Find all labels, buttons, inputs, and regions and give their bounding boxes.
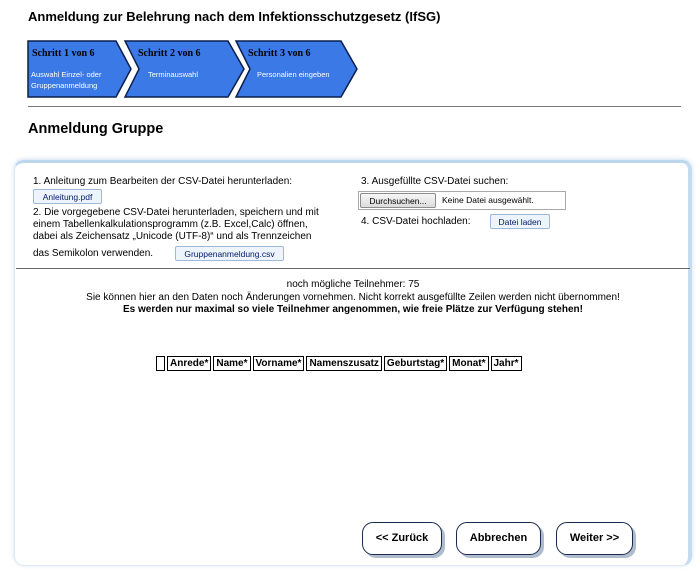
- browse-button[interactable]: Durchsuchen...: [360, 193, 436, 208]
- next-button[interactable]: Weiter >>: [556, 522, 633, 555]
- table-header-vorname: Vorname*: [253, 356, 305, 371]
- step1-instruction: 1. Anleitung zum Bearbeiten der CSV-Datei herunterladen:: [33, 176, 293, 187]
- table-header-jahr: Jahr*: [491, 356, 522, 371]
- guide-pdf-button[interactable]: Anleitung.pdf: [33, 189, 102, 204]
- remaining-participants: noch mögliche Teilnehmer: 75: [286, 279, 420, 290]
- step2-instruction-line4: das Semikolon verwenden.: [33, 248, 154, 259]
- no-file-label: Keine Datei ausgewählt.: [442, 195, 534, 205]
- panel-divider: [16, 268, 690, 269]
- step-3-title: Schritt 3 von 6: [248, 48, 311, 59]
- table-header-namenszusatz: Namenszusatz: [306, 356, 381, 371]
- upload-button[interactable]: Datei laden: [490, 214, 550, 229]
- step2-instruction-line2: einem Tabellenkalkulationsprogramm (z.B. Excel,Calc) öffnen,: [33, 219, 308, 230]
- step2-instruction-line1: 2. Die vorgegebene CSV-Datei herunterladen, speichern und mit: [33, 207, 319, 218]
- step-2-title: Schritt 2 von 6: [138, 48, 201, 59]
- header-divider: [28, 106, 681, 107]
- table-header-select: [156, 356, 165, 371]
- file-input[interactable]: [358, 191, 566, 210]
- table-header-anrede: Anrede*: [167, 356, 211, 371]
- step2-instruction-line3: dabei als Zeichensatz „Unicode (UTF-8)“ und als Trennzeichen: [33, 231, 312, 242]
- page-title: Anmeldung zur Belehrung nach dem Infektionsschutzgesetz (IfSG): [28, 9, 441, 24]
- capacity-warning: Es werden nur maximal so viele Teilnehmer angenommen, wie freie Plätze zur Verfügung stehen!: [123, 304, 583, 315]
- table-header-monat: Monat*: [449, 356, 488, 371]
- table-header-geburtstag: Geburtstag*: [384, 356, 447, 371]
- table-header-row: [156, 356, 522, 371]
- csv-download-button[interactable]: Gruppenanmeldung.csv: [175, 246, 284, 261]
- edit-notice: Sie können hier an den Daten noch Änderungen vornehmen. Nicht korrekt ausgefüllte Zeilen werden nicht übernommen!: [86, 292, 620, 303]
- participants-table: [154, 356, 524, 371]
- step-indicator: [27, 40, 367, 98]
- cancel-button[interactable]: Abbrechen: [456, 522, 541, 555]
- step-3-label: Personalien eingeben: [257, 70, 330, 79]
- section-title: Anmeldung Gruppe: [28, 121, 164, 137]
- step-2-label: Terminauswahl: [148, 70, 199, 79]
- step3-instruction: 3. Ausgefüllte CSV-Datei suchen:: [361, 176, 509, 187]
- step-1-label-line1: Auswahl Einzel- oder: [31, 70, 102, 79]
- step-1-title: Schritt 1 von 6: [32, 48, 95, 59]
- step4-instruction: 4. CSV-Datei hochladen:: [361, 216, 471, 227]
- table-header-name: Name*: [213, 356, 250, 371]
- back-button[interactable]: << Zurück: [362, 522, 442, 555]
- step-1-label-line2: Gruppenanmeldung: [31, 81, 98, 90]
